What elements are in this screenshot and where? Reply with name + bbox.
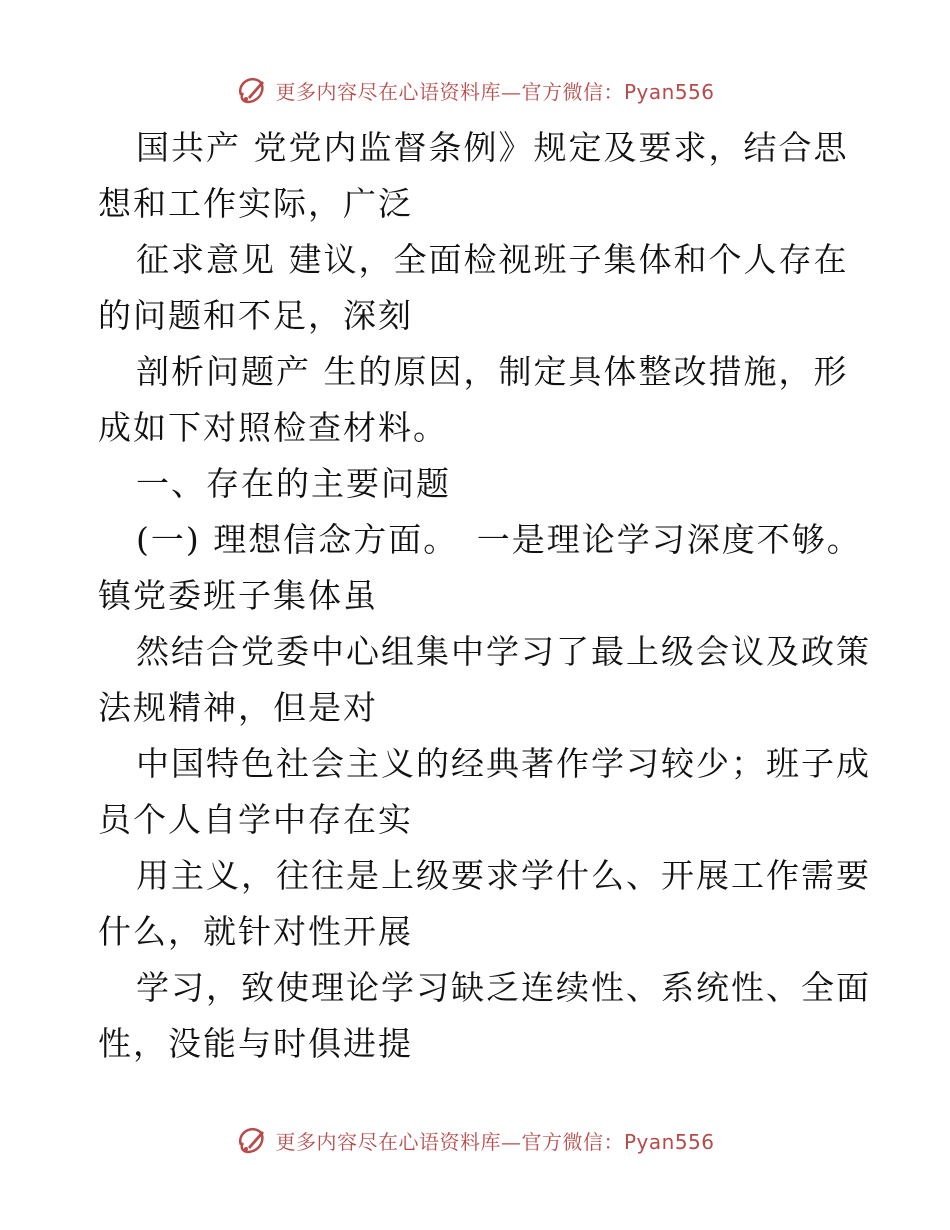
document-body	[98, 120, 871, 1072]
paragraph: 剖析问题产 生的原因，制定具体整改措施，形 成如下对照检查材料。	[98, 352, 849, 447]
pen-swirl-logo-icon	[235, 73, 269, 107]
paragraph: 用主义，往往是上级要求学什么、开展工作需要 什么，就针对性开展	[98, 856, 871, 951]
paragraph: 征求意见 建议，全面检视班子集体和个人存在 的问题和不足，深刻	[98, 240, 849, 335]
pen-swirl-logo-icon	[235, 1123, 269, 1157]
footer-banner	[0, 1120, 950, 1160]
paragraph: 国共产 党党内监督条例》规定及要求，结合思 想和工作实际，广泛	[98, 128, 849, 223]
paragraph: (一) 理想信念方面。 一是理论学习深度不够。 镇党委班子集体虽	[98, 520, 862, 615]
banner-text: 更多内容尽在心语资料库—官方微信：Pyan556	[275, 1129, 715, 1154]
section-heading: 一、存在的主要问题	[136, 464, 451, 503]
paragraph: 然结合党委中心组集中学习了最上级会议及政策 法规精神，但是对	[98, 632, 871, 727]
banner-text: 更多内容尽在心语资料库—官方微信：Pyan556	[275, 79, 715, 104]
header-banner	[0, 70, 950, 110]
paragraph: 中国特色社会主义的经典著作学习较少；班子成 员个人自学中存在实	[98, 744, 871, 839]
paragraph: 学习，致使理论学习缺乏连续性、系统性、全面 性，没能与时俱进提	[98, 968, 871, 1063]
